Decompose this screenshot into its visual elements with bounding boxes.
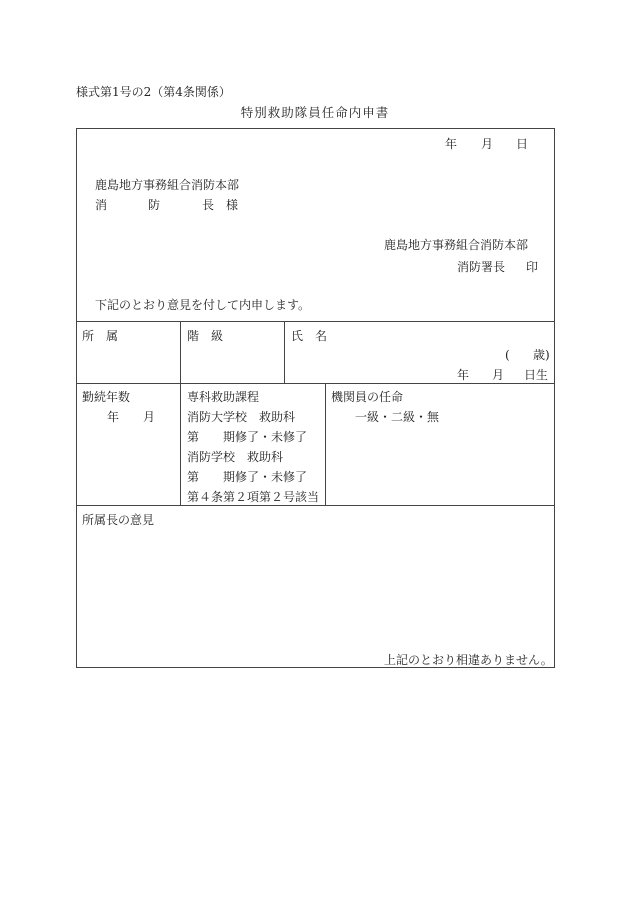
engineer-label: 機関員の任命 bbox=[331, 390, 404, 404]
date-month: 月 bbox=[481, 137, 494, 151]
date-day: 日 bbox=[516, 137, 529, 151]
statement-text: 下記のとおり意見を付して内申します。 bbox=[95, 298, 311, 312]
birth-month: 月 bbox=[492, 368, 505, 382]
opinion-label: 所属長の意見 bbox=[82, 513, 155, 527]
col-divider-rank bbox=[284, 321, 285, 383]
birth-year: 年 bbox=[457, 368, 470, 382]
course-line-1: 消防大学校 救助科 bbox=[187, 410, 296, 424]
addressee-org: 鹿島地方事務組合消防本部 bbox=[95, 178, 240, 192]
affiliation-label: 所 属 bbox=[82, 329, 119, 343]
sender-title: 消防署長 bbox=[457, 260, 506, 274]
service-month-unit: 月 bbox=[143, 410, 156, 424]
addressee-char-2: 防 bbox=[148, 198, 161, 212]
opinion-footer: 上記のとおり相違ありません。 bbox=[384, 653, 553, 667]
name-label: 氏 名 bbox=[291, 329, 328, 343]
engineer-options: 一級・二級・無 bbox=[355, 410, 440, 424]
col-divider-course bbox=[325, 383, 326, 505]
service-year-unit: 年 bbox=[107, 410, 120, 424]
addressee-char-3: 長 bbox=[202, 198, 215, 212]
addressee-char-4: 様 bbox=[226, 198, 239, 212]
sender-org: 鹿島地方事務組合消防本部 bbox=[384, 238, 529, 252]
col-divider-affiliation bbox=[180, 321, 181, 383]
rank-label: 階 級 bbox=[187, 329, 224, 343]
addressee-char-1: 消 bbox=[95, 198, 108, 212]
age-unit: 歳) bbox=[533, 348, 550, 362]
row-divider-2 bbox=[76, 383, 555, 384]
course-line-5: 第４条第２項第２号該当 bbox=[187, 490, 320, 504]
form-number: 様式第1号の2（第4条関係） bbox=[76, 85, 231, 99]
row-divider-3 bbox=[76, 505, 555, 506]
row-divider-1 bbox=[76, 321, 555, 322]
age-open: ( bbox=[505, 348, 510, 362]
service-years-label: 勤続年数 bbox=[82, 390, 131, 404]
course-label: 専科救助課程 bbox=[187, 390, 260, 404]
course-line-3: 消防学校 救助科 bbox=[187, 450, 284, 464]
col-divider-service bbox=[180, 383, 181, 505]
course-line-4: 第 期修了・未修了 bbox=[187, 470, 308, 484]
seal-mark: 印 bbox=[526, 260, 539, 274]
birth-day: 日生 bbox=[524, 368, 549, 382]
course-line-2: 第 期修了・未修了 bbox=[187, 430, 308, 444]
form-title: 特別救助隊員任命内申書 bbox=[240, 105, 390, 120]
date-year: 年 bbox=[445, 137, 458, 151]
